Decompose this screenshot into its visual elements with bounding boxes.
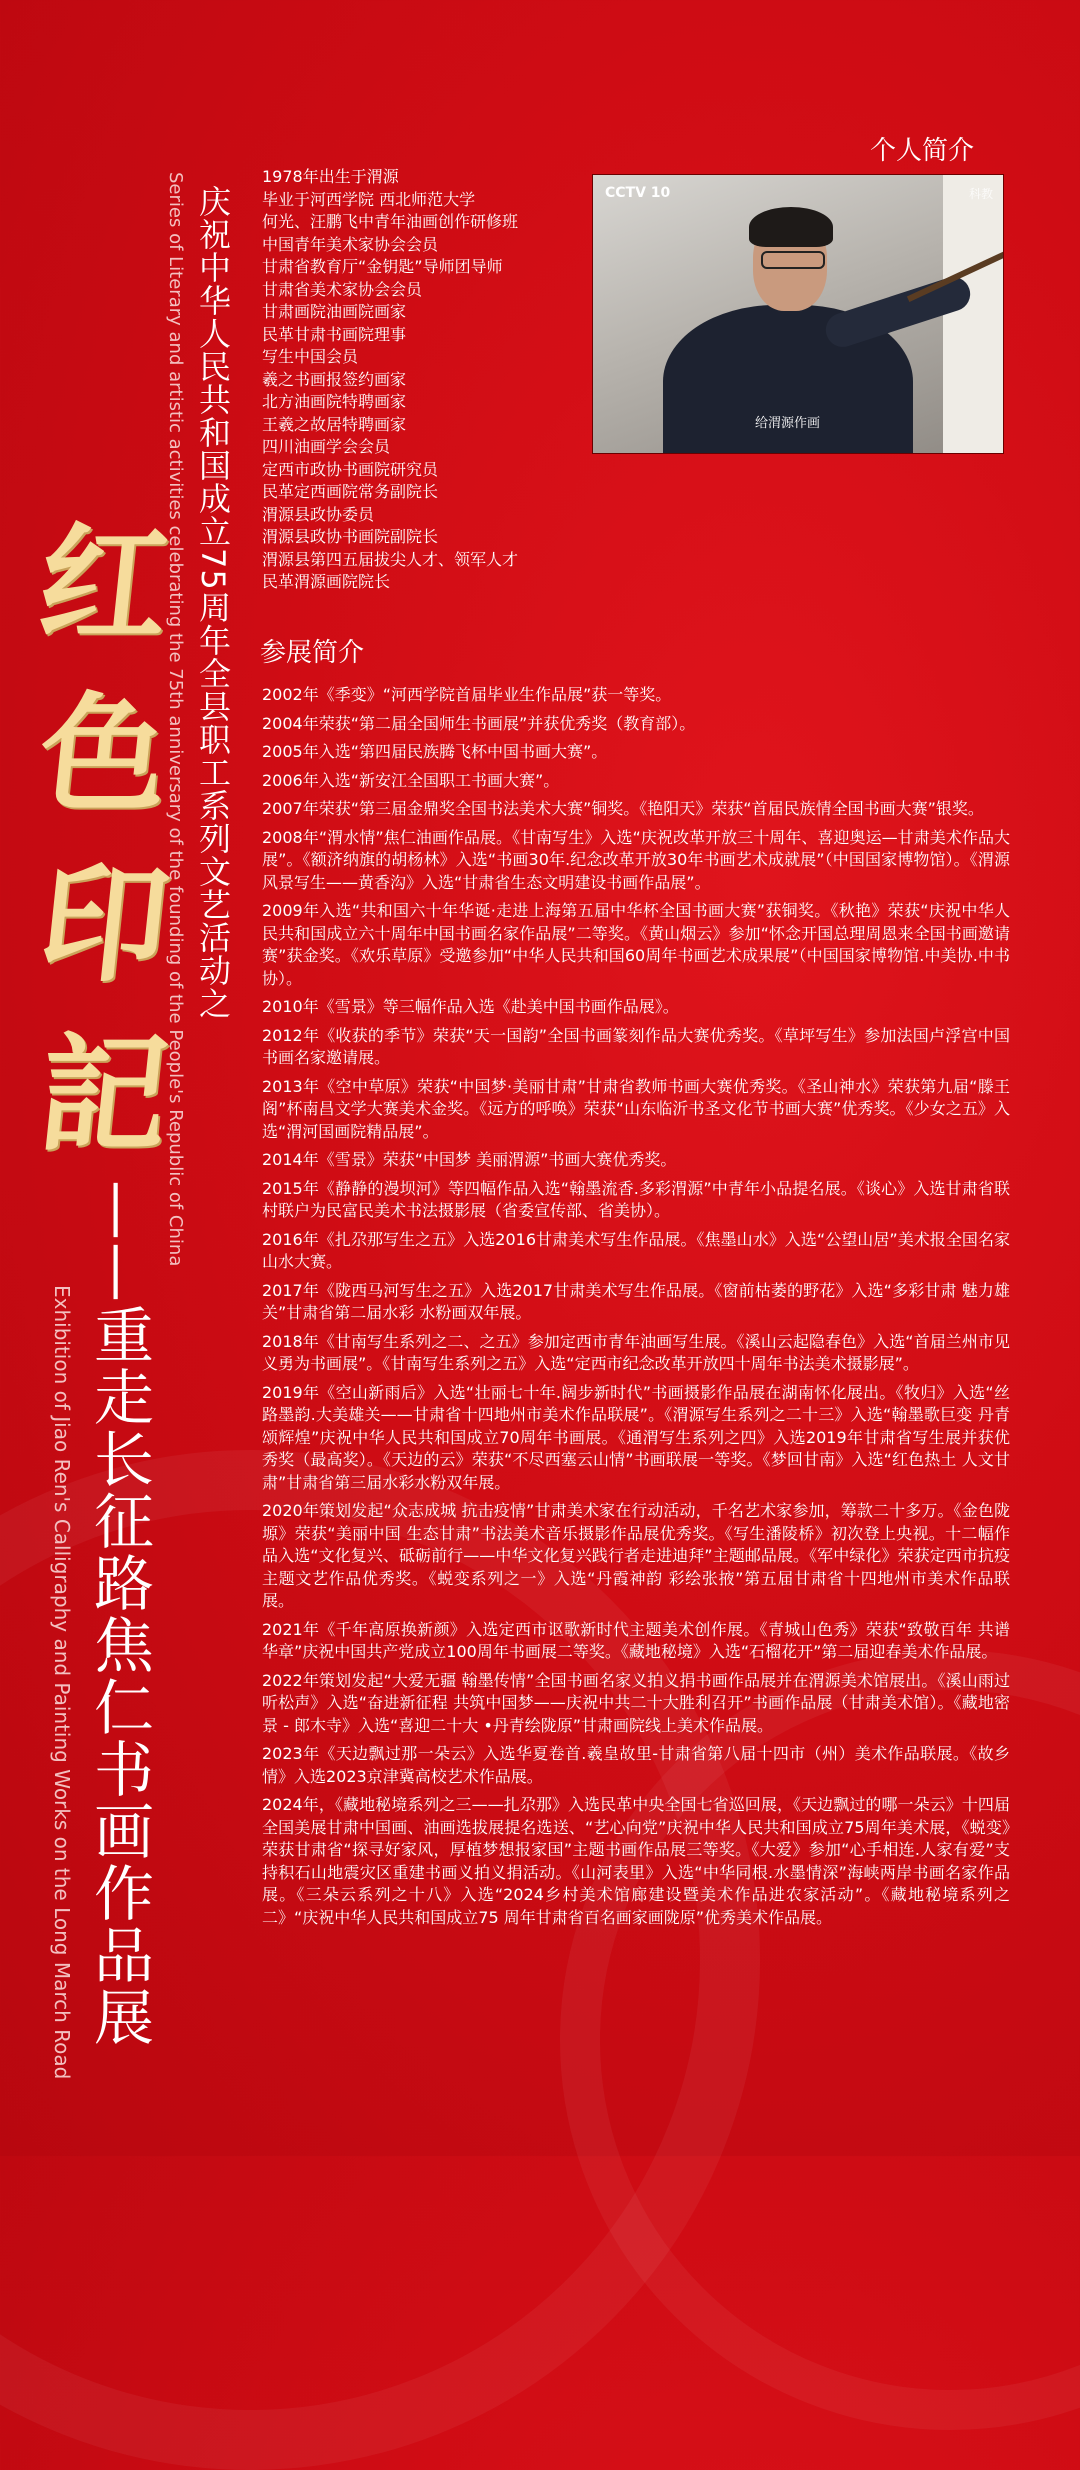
profile-item: 四川油画学会会员 bbox=[262, 437, 391, 456]
exhibition-item: 2008年“渭水情”焦仁油画作品展。《甘南写生》入选“庆祝改革开放三十周年、喜迎奥运—甘肃美术作品大展”。《额济纳旗的胡杨林》入选“书画30年.纪念改革开放30年书画艺术成就展”（中国国家博物馆）。《渭源风景写生——黄香沟》入选“甘肃省生态文明建设书画作品展”。 bbox=[262, 827, 1010, 892]
profile-list bbox=[262, 166, 518, 594]
profile-item: 写生中国会员 bbox=[262, 347, 359, 366]
exhibition-list bbox=[262, 684, 1010, 1935]
glasses bbox=[761, 251, 825, 269]
tv-channel-sub: 科教 bbox=[968, 187, 993, 201]
calligraphy-char: 印 bbox=[32, 850, 176, 1000]
exhibition-subtitle: ——重走长征路焦仁书画作品展 bbox=[84, 1180, 154, 2048]
profile-item: 民革甘肃书画院理事 bbox=[262, 324, 407, 344]
vertical-title: 庆祝中华人民共和国成立75周年全县职工系列文艺活动之 bbox=[194, 185, 232, 1020]
exhibition-item: 2024年，《藏地秘境系列之三——扎尕那》入选民革中央全国七省巡回展，《天边飘过的哪一朵云》十四届全国美展甘肃中国画、油画选拔展提名选送、“艺心向党”庆祝中华人民共和国成立75周年美术展，《蜕变》荣获甘肃省“探寻好家风，厚植梦想报家国”主题书画作品展三等奖。《大爱》参加“心手相连.人家有爱”支持积石山地震灾区重建书画义拍义捐活动。《山河表里》入选“中华同根.水墨情深”海峡两岸书画名家作品展。《三朵云系列之十八》入选“2024乡村美术馆廊建设暨美术作品进农家活动”。《藏地秘境系列之二》“庆祝中华人民共和国成立75 周年甘肃省百名画家画陇原”优秀美术作品展。 bbox=[262, 1795, 1010, 1927]
exhibition-item: 2023年《天边飘过那一朵云》入选华夏卷首.羲皇故里-甘肃省第八届十四市（州）美术作品联展。《故乡情》入选2023京津冀高校艺术作品展。 bbox=[262, 1744, 1010, 1786]
exhibition-item: 2014年《雪景》荣获“中国梦 美丽渭源”书画大赛优秀奖。 bbox=[262, 1150, 677, 1169]
profile-item: 甘肃省教育厅“金钥匙”导师团导师 bbox=[262, 257, 503, 276]
profile-item: 1978年出生于渭源 bbox=[262, 167, 399, 186]
exhibition-item: 2006年入选“新安江全国职工书画大赛”。 bbox=[262, 770, 560, 790]
artist-photo bbox=[592, 174, 1004, 454]
exhibition-item: 2004年荣获“第二届全国师生书画展”并获优秀奖（教育部）。 bbox=[262, 713, 696, 733]
exhibition-item: 2002年《季变》“河西学院首届毕业生作品展”获一等奖。 bbox=[262, 685, 672, 704]
profile-item: 羲之书画报签约画家 bbox=[262, 369, 407, 389]
calligraphy-char: 红 bbox=[32, 510, 176, 660]
profile-item: 渭源县第四五届拔尖人才、领军人才 bbox=[262, 549, 519, 569]
painting-canvas bbox=[943, 175, 1004, 453]
profile-item: 中国青年美术家协会会员 bbox=[262, 234, 439, 254]
profile-item: 渭源县政协委员 bbox=[262, 504, 375, 524]
vertical-title-english: Series of Literary and artistic activities celebrating the 75th anniversary of the founding of the People's Republic of China bbox=[165, 172, 186, 1267]
profile-item: 北方油画院特聘画家 bbox=[262, 392, 407, 411]
calligraphy-char: 色 bbox=[32, 680, 176, 830]
exhibition-item: 2018年《甘南写生系列之二、之五》参加定西市青年油画写生展。《溪山云起隐春色》入选“首届兰州市见义勇为书画展”。《甘南写生系列之五》入选“定西市纪念改革开放四十周年书法美术摄影展”。 bbox=[262, 1331, 1010, 1373]
calligraphy-char: 記 bbox=[32, 1020, 176, 1170]
profile-item: 王羲之故居特聘画家 bbox=[262, 414, 407, 434]
profile-item: 甘肃省美术家协会会员 bbox=[262, 279, 423, 299]
profile-item: 渭源县政协书画院副院长 bbox=[262, 527, 439, 546]
exhibition-item: 2017年《陇西马河写生之五》入选2017甘肃美术写生作品展。《窗前枯萎的野花》入选“多彩甘肃 魅力雄关”甘肃省第二届水彩 水粉画双年展。 bbox=[262, 1280, 1010, 1322]
exhibition-item: 2022年策划发起“大爱无疆 翰墨传情”全国书画名家义拍义捐书画作品展并在渭源美术馆展出。《溪山雨过听松声》入选“奋进新征程 共筑中国梦——庆祝中共二十大胜利召开”书画作品展（甘肃美术馆）。《藏地密景 - 郎木寺》入选“喜迎二十大 •丹青绘陇原”甘肃画院线上美术作品展。 bbox=[262, 1670, 1010, 1735]
photo-caption: 给渭源作画 bbox=[755, 416, 821, 431]
person-hair bbox=[749, 207, 833, 247]
exhibition-item: 2007年荣获“第三届金鼎奖全国书法美术大赛”铜奖。《艳阳天》荣获“首届民族情全国书画大赛”银奖。 bbox=[262, 799, 984, 818]
profile-heading: 个人简介 bbox=[870, 136, 975, 166]
profile-item: 毕业于河西学院 西北师范大学 bbox=[262, 189, 476, 209]
profile-item: 何光、汪鹏飞中青年油画创作研修班 bbox=[262, 212, 519, 231]
exhibition-item: 2005年入选“第四届民族腾飞杯中国书画大赛”。 bbox=[262, 742, 608, 761]
exhibition-item: 2021年《千年高原换新颜》入选定西市讴歌新时代主题美术创作展。《青城山色秀》荣获“致敬百年 共谱华章”庆祝中国共产党成立100周年书画展二等奖。《藏地秘境》入选“石榴花开”第二届迎春美术作品展。 bbox=[262, 1619, 1010, 1661]
profile-item: 定西市政协书画院研究员 bbox=[262, 459, 439, 479]
profile-item: 甘肃画院油画院画家 bbox=[262, 302, 407, 321]
exhibition-item: 2009年入选“共和国六十年华诞·走进上海第五届中华杯全国书画大赛”获铜奖。《秋艳》荣获“庆祝中华人民共和国成立六十周年中国书画名家作品展”二等奖。《黄山烟云》参加“怀念开国总理周恩来全国书画邀请赛”获金奖。《欢乐草原》受邀参加“中华人民共和国60周年书画艺术成果展”（中国国家博物馆.中美协.中书协）。 bbox=[262, 901, 1010, 988]
exhibition-item: 2020年策划发起“众志成城 抗击疫情”甘肃美术家在行动活动，千名艺术家参加，筹款二十多万。《金色陇塬》荣获“美丽中国 生态甘肃”书法美术音乐摄影作品展优秀奖。《写生潘陵桥》初次登上央视。十二幅作品入选“文化复兴、砥砺前行——中华文化复兴践行者走进迪拜”主题邮品展。《军中绿化》荣获定西市抗疫主题文艺作品优秀奖。《蜕变系列之一》入选“丹霞神韵 彩绘张掖”第五届甘肃省十四地州市美术作品联展。 bbox=[262, 1501, 1010, 1610]
exhibition-heading: 参展简介 bbox=[260, 638, 365, 668]
profile-item: 民革渭源画院院长 bbox=[262, 572, 391, 591]
exhibition-item: 2019年《空山新雨后》入选“壮丽七十年.阔步新时代”书画摄影作品展在湖南怀化展出。《牧归》入选“丝路墨韵.大美雄关——甘肃省十四地州市美术作品联展”。《渭源写生系列之二十三》入选“翰墨歌巨变 丹青颂辉煌”庆祝中华人民共和国成立70周年书画展。《通渭写生系列之四》入选2019年甘肃省写生展并获优秀奖（最高奖）。《天边的云》荣获“不尽西塞云山情”书画联展一等奖。《梦回甘南》入选“红色热土 人文甘肃”甘肃省第三届水彩水粉双年展。 bbox=[262, 1382, 1010, 1492]
exhibition-subtitle-english: Exhibition of Jiao Ren's Calligraphy and Painting Works on the Long March Road bbox=[50, 1285, 74, 2080]
exhibition-item: 2010年《雪景》等三幅作品入选《赴美中国书画作品展》。 bbox=[262, 997, 679, 1016]
exhibition-item: 2012年《收获的季节》荣获“天一国韵”全国书画篆刻作品大赛优秀奖。《草坪写生》参加法国卢浮宫中国书画名家邀请展。 bbox=[262, 1025, 1010, 1067]
exhibition-item: 2013年《空中草原》荣获“中国梦·美丽甘肃”甘肃省教师书画大赛优秀奖。《圣山神水》荣获第九届“滕王阁”杯南昌文学大赛美术金奖。《远方的呼唤》荣获“山东临沂书圣文化节书画大赛”优秀奖。《少女之五》入选“渭河国画院精品展”。 bbox=[262, 1076, 1010, 1141]
profile-item: 民革定西画院常务副院长 bbox=[262, 482, 439, 501]
tv-logo: CCTV 10 bbox=[605, 185, 671, 201]
exhibition-item: 2015年《静静的漫坝河》等四幅作品入选“翰墨流香.多彩渭源”中青年小品提名展。《谈心》入选甘肃省联村联户为民富民美术书法摄影展（省委宣传部、省美协）。 bbox=[262, 1178, 1010, 1220]
exhibition-item: 2016年《扎尕那写生之五》入选2016甘肃美术写生作品展。《焦墨山水》入选“公望山居”美术报全国名家山水大赛。 bbox=[262, 1229, 1010, 1271]
